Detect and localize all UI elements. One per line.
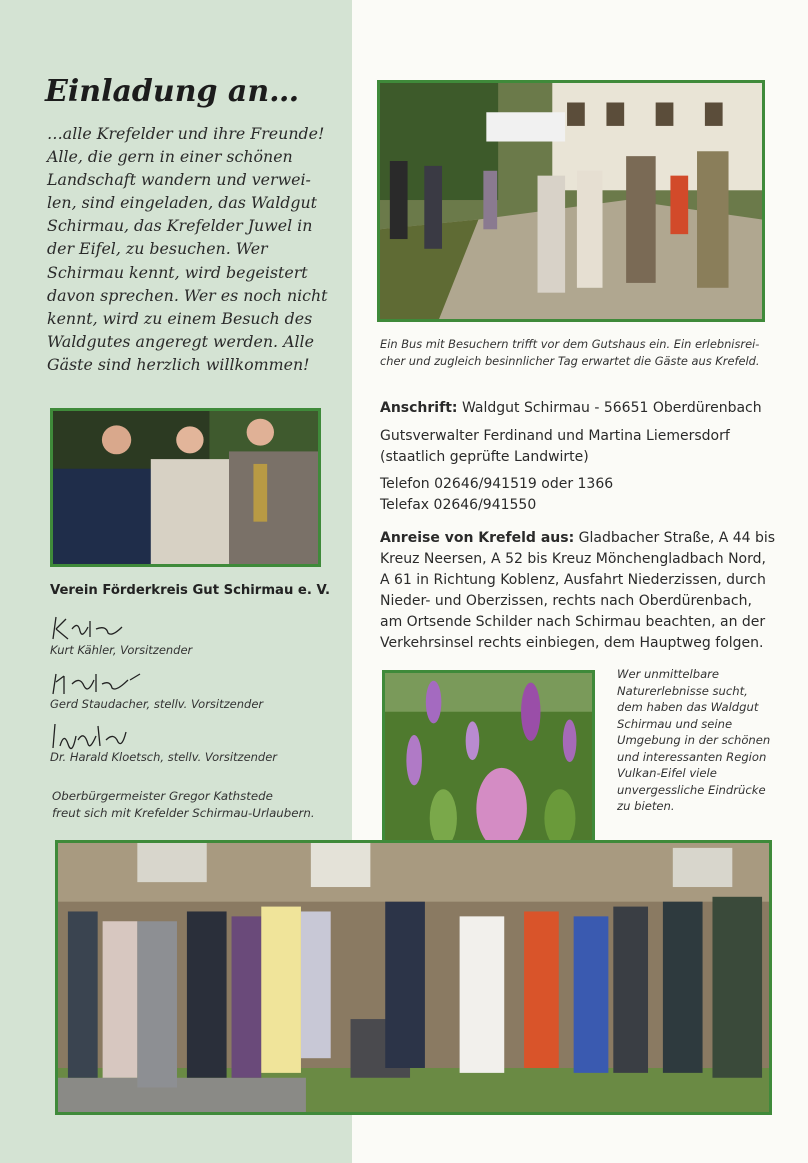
- caption-line: Ein Bus mit Besuchern trifft vor dem Gutshaus ein. Ein erlebnisrei-: [380, 337, 760, 351]
- phone-number: Telefon 02646/941519 oder 1366: [380, 476, 614, 492]
- board-members-photo: [50, 408, 321, 567]
- nature-line: zu bieten.: [617, 799, 675, 813]
- headline: Einladung an…: [45, 74, 300, 109]
- contact-block: [380, 474, 775, 516]
- intro-line: davon sprechen. Wer es noch nicht: [47, 285, 328, 305]
- manager-line: Gutsverwalter Ferdinand und Martina Liemersdorf: [380, 428, 730, 444]
- directions-line: Kreuz Neersen, A 52 bis Kreuz Mönchengladbach Nord,: [380, 551, 766, 567]
- handwritten-signature-1: [50, 615, 130, 643]
- directions-label: Anreise von Krefeld aus:: [380, 530, 575, 546]
- directions-first-line: Gladbacher Straße, A 44 bis: [578, 530, 776, 546]
- intro-line: len, sind eingeladen, das Waldgut: [47, 193, 318, 213]
- nature-line: Schirmau und seine: [617, 716, 733, 731]
- directions-line: A 61 in Richtung Koblenz, Ausfahrt Niederzissen, durch: [380, 572, 766, 588]
- nature-line: Naturerlebnisse sucht,: [617, 683, 748, 698]
- handwritten-signature-2: [50, 670, 150, 698]
- address-value: Waldgut Schirmau - 56651 Oberdürenbach: [461, 400, 762, 416]
- association-name: Verein Förderkreis Gut Schirmau e. V.: [50, 583, 330, 598]
- group-photo: [55, 840, 772, 1115]
- bus-caption: [380, 336, 759, 370]
- nature-line: unvergessliche Eindrücke: [617, 782, 766, 797]
- nature-line: dem haben das Waldgut: [617, 700, 759, 714]
- address-label: Anschrift:: [380, 400, 458, 416]
- intro-line: Landschaft wandern und verwei-: [47, 170, 311, 190]
- signatory-name: Gerd Staudacher, stellv. Vorsitzender: [50, 697, 264, 711]
- nature-line: Vulkan-Eifel viele: [617, 766, 717, 780]
- directions-line: Nieder- und Oberzissen, rechts nach Oberdürenbach,: [380, 593, 752, 609]
- intro-line: kennt, wird zu einem Besuch des: [47, 308, 313, 328]
- caption-line: Oberbürgermeister Gregor Kathstede: [52, 789, 273, 803]
- intro-text: [47, 122, 332, 376]
- caption-line: freut sich mit Krefelder Schirmau-Urlaubern.: [52, 806, 315, 820]
- intro-line: Gäste sind herzlich willkommen!: [47, 354, 310, 374]
- manager-line: (staatlich geprüfte Landwirte): [380, 449, 589, 465]
- intro-line: …alle Krefelder und ihre Freunde!: [47, 124, 325, 143]
- address-line: [380, 398, 775, 419]
- nature-line: Umgebung in der schönen: [617, 733, 771, 747]
- directions-line: am Ortsende Schilder nach Schirmau beachten, an der: [380, 614, 766, 630]
- signatory-name: Dr. Harald Kloetsch, stellv. Vorsitzender: [50, 750, 278, 764]
- intro-line: Schirmau kennt, wird begeistert: [47, 262, 308, 282]
- foxglove-photo: [382, 670, 595, 860]
- intro-line: der Eifel, zu besuchen. Wer: [47, 239, 268, 259]
- intro-line: Waldgutes angeregt werden. Alle: [47, 331, 314, 351]
- intro-line: Schirmau, das Krefelder Juwel in: [47, 216, 313, 236]
- handwritten-signature-3: [50, 720, 130, 752]
- nature-line: und interessanten Region: [617, 749, 767, 764]
- mayor-caption: [52, 788, 315, 822]
- signatory-name: Kurt Kähler, Vorsitzender: [50, 643, 193, 657]
- address-block: [380, 398, 775, 419]
- nature-line: Wer unmittelbare: [617, 667, 720, 681]
- directions-line: Verkehrsinsel rechts einbiegen, dem Hauptweg folgen.: [380, 635, 764, 651]
- directions-line: [380, 528, 775, 549]
- directions-block: [380, 528, 775, 654]
- bus-visitors-photo: [377, 80, 765, 322]
- caption-line: cher und zugleich besinnlicher Tag erwartet die Gäste aus Krefeld.: [380, 354, 760, 368]
- intro-line: Alle, die gern in einer schönen: [47, 147, 293, 167]
- manager-block: [380, 426, 775, 468]
- fax-number: Telefax 02646/941550: [380, 497, 537, 513]
- nature-text: [617, 666, 787, 815]
